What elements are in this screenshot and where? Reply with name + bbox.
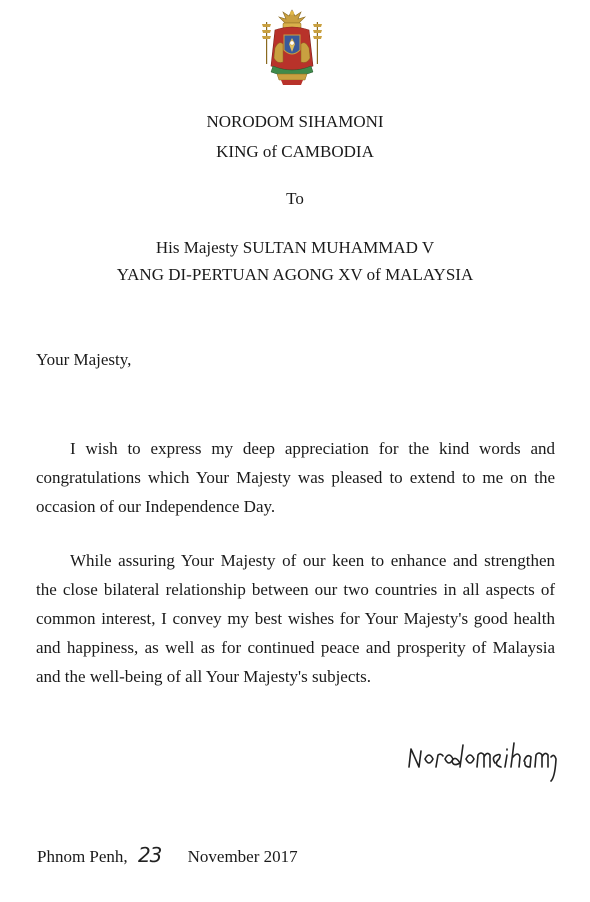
signature xyxy=(405,737,560,783)
month-year: November 2017 xyxy=(187,847,298,866)
sender-name: NORODOM SIHAMONI xyxy=(206,112,384,131)
to-label: To xyxy=(286,189,304,208)
sender-title: KING of CAMBODIA xyxy=(216,142,374,161)
place: Phnom Penh, xyxy=(37,847,128,866)
paragraph-appreciation: I wish to express my deep appreciation for the kind words and congratulations which Your Majesty was pleased to extend to me on the occasion of our Independence Day. xyxy=(36,439,555,516)
handwritten-day: 23 xyxy=(137,843,162,867)
royal-arms-icon xyxy=(261,8,323,88)
recipient-name: His Majesty SULTAN MUHAMMAD V xyxy=(155,238,435,257)
salutation: Your Majesty, xyxy=(36,350,132,369)
date-line xyxy=(37,843,298,867)
paragraph-wishes: While assuring Your Majesty of our keen to enhance and strengthen the close bilateral relationship between our two countries in all aspects of common interest, I convey my best wishes for Your Majesty's good health and happiness, as well as for continued peace and prosperity of Malaysia and the well-being of all Your Majesty's subjects. xyxy=(36,551,555,686)
recipient-title: YANG DI-PERTUAN AGONG XV of MALAYSIA xyxy=(116,265,474,284)
